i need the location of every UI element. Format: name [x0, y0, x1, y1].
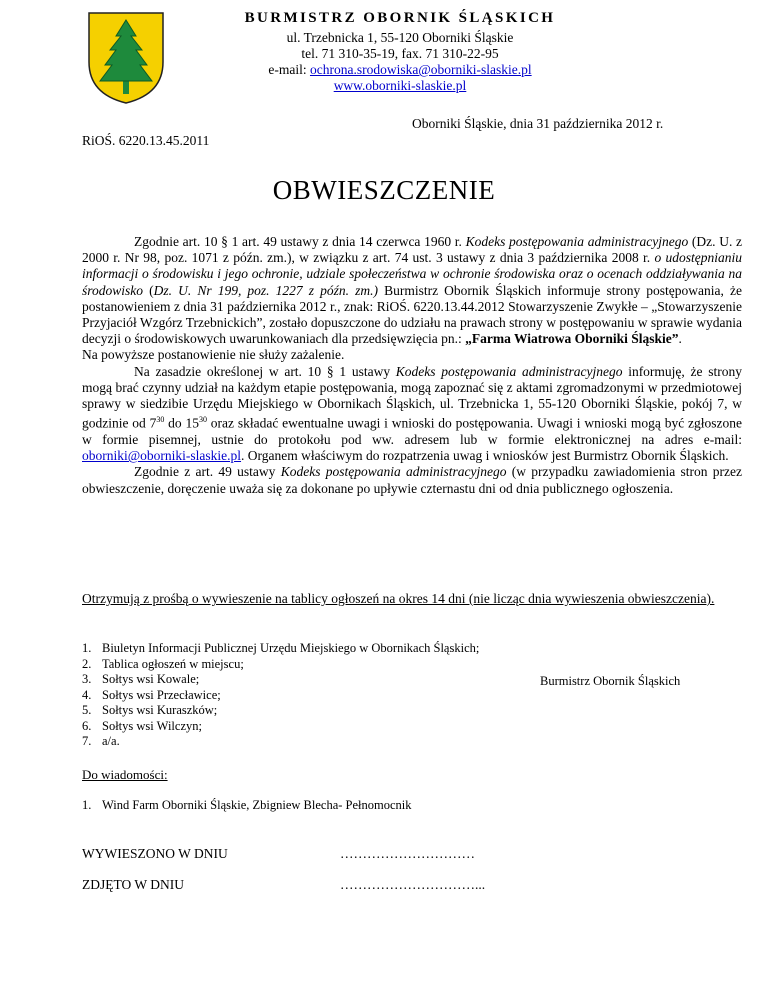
issuer-phone: tel. 71 310-35-19, fax. 71 310-22-95 [301, 46, 499, 61]
posted-line [82, 846, 682, 862]
info-item [82, 798, 412, 813]
text-span: oraz składać ewentualne uwagi i wnioski do postępowania. Uwagi i wnioski mogą być zgłoszone w formie pisemnej, ustnie do protokołu pod ww. adresem lub w formie elektronicznej na adres e-mail: [82, 415, 743, 447]
item-number: 1. [82, 798, 92, 812]
text-span: ( [143, 282, 154, 298]
posted-label: WYWIESZONO W DNIU [82, 846, 228, 861]
document-title: OBWIESZCZENIE [272, 175, 496, 205]
removed-dots: …………………………... [340, 877, 486, 892]
issuer-website-line [200, 78, 600, 94]
text-span: Kodeks postępowania administracyjnego [465, 234, 689, 249]
posted-dots: ………………………… [340, 846, 475, 861]
municipal-crest-icon [86, 10, 166, 106]
list-item [82, 672, 479, 688]
list-item [82, 703, 479, 719]
text-span: Kodeks postępowania administracyjnego [395, 363, 623, 379]
issuer-name: BURMISTRZ OBORNIK ŚLĄSKICH [244, 10, 556, 26]
text-span: o udostępnianiu informacji o środowisku i jego ochronie, udziale społeczeństwa w ochronie środowiska oraz o ocenach oddziaływania na środowisko [82, 250, 743, 298]
item-text: Sołtys wsi Kuraszków; [102, 703, 218, 717]
item-text: Sołtys wsi Wilczyn; [102, 718, 202, 733]
signature: Burmistrz Obornik Śląskich [540, 674, 681, 688]
text-span: Na zasadzie określonej w art. 10 § 1 ustawy [134, 363, 396, 379]
website-link[interactable]: www.oborniki-slaskie.pl [333, 78, 467, 93]
paragraph-2: Na powyższe postanowienie nie służy zażalenie. [82, 347, 345, 363]
project-name: „Farma Wiatrowa Oborniki Śląskie” [465, 331, 679, 347]
reference-number: RiOŚ. 6220.13.45.2011 [82, 133, 210, 148]
item-text: a/a. [102, 734, 120, 748]
item-number: 1. [82, 641, 92, 655]
time-superscript: 30 [156, 415, 165, 425]
contact-email-link[interactable]: oborniki@oborniki-slaskie.pl [82, 448, 242, 464]
recipient-list [82, 641, 479, 750]
text-span: Kodeks postępowania administracyjnego [280, 464, 507, 480]
item-text: Biuletyn Informacji Publicznej Urzędu Miejskiego w Obornikach Śląskich; [102, 641, 480, 655]
item-text: Sołtys wsi Przecławice; [102, 687, 221, 702]
removed-label: ZDJĘTO W DNIU [82, 877, 184, 892]
paragraph-1 [82, 234, 742, 347]
text-span: Dz. U. Nr 199, poz. 1227 z późn. zm.) [153, 282, 378, 298]
time-superscript: 30 [198, 415, 207, 425]
list-item [82, 719, 479, 735]
item-text: Sołtys wsi Kowale; [102, 672, 200, 686]
place-date: Oborniki Śląskie, dnia 31 października 2012 r. [412, 116, 664, 131]
text-span: informuję, że strony mogą brać czynny udział na każdym etapie postępowania, mogą zapoznać się z aktami zgromadzonymi w przedmiotowej sprawy w siedzibie Urzędu Miejskiego w Obornikach Śląskich, ul. Trzebnicka 1, 55-120 Oborniki Śląskie, pokój 7, w godzinie od 7 [82, 363, 742, 431]
email-link[interactable]: ochrona.srodowiska@oborniki-slaskie.pl [309, 62, 532, 77]
text-span: Zgodnie z art. 49 ustawy [134, 464, 281, 480]
item-number: 2. [82, 656, 92, 671]
item-text: Wind Farm Oborniki Śląskie, Zbigniew Blecha- Pełnomocnik [102, 798, 412, 812]
item-number: 7. [82, 734, 92, 748]
item-number: 5. [82, 703, 92, 717]
list-item [82, 734, 479, 750]
text-span: (w przypadku zawiadomienia stron przez obwieszczenie, doręczenie uważa się za dokonane po upływie czternastu dni od dnia publicznego ogłoszenia. [82, 464, 742, 496]
text-span: . [678, 331, 682, 347]
list-item [82, 688, 479, 704]
issuer-address: ul. Trzebnicka 1, 55-120 Oborniki Śląskie [286, 30, 514, 45]
text-span: (Dz. U. z 2000 r. Nr 98, poz. 1071 z późn. zm.), w związku z art. 74 ust. 3 ustawy z dnia 3 października 2008 r. [82, 234, 742, 266]
text-span: . Organem właściwym do rozpatrzenia uwag i wniosków jest Burmistrz Obornik Śląskich. [241, 448, 729, 464]
list-item [82, 641, 479, 657]
text-span: do 15 [164, 415, 199, 431]
item-number: 3. [82, 672, 92, 686]
list-item [82, 657, 479, 673]
removed-line [82, 877, 682, 893]
paragraph-3 [82, 364, 742, 465]
email-prefix: e-mail: [268, 62, 310, 77]
issuer-email-line [200, 62, 600, 78]
paragraph-4 [82, 464, 742, 496]
text-span: Zgodnie art. 10 § 1 art. 49 ustawy z dnia 14 czerwca 1960 r. [134, 234, 466, 249]
notice-body [82, 234, 742, 497]
info-heading: Do wiadomości: [82, 767, 168, 782]
item-number: 6. [82, 718, 92, 733]
text-span: Burmistrz Obornik Śląskich informuje strony postępowania, że postanowieniem z dnia 31 października 2012 r., znak: RiOŚ. 6220.13.44.2012 Stowarzyszenie Zwykłe – „Stowarzyszenie Przyjaciół Wzgórz Trzebnickich”, zostało dopuszczone do udziału na prawach strony w postępowaniu w sprawie wydania decyzji o środowiskowych uwarunkowaniach dla przedsięwzięcia pn.: [82, 282, 742, 347]
posting-request: Otrzymują z prośbą o wywieszenie na tablicy ogłoszeń na okres 14 dni (nie licząc dnia wywieszenia obwieszczenia). [82, 591, 715, 606]
item-text: Tablica ogłoszeń w miejscu; [102, 656, 244, 671]
item-number: 4. [82, 687, 92, 702]
